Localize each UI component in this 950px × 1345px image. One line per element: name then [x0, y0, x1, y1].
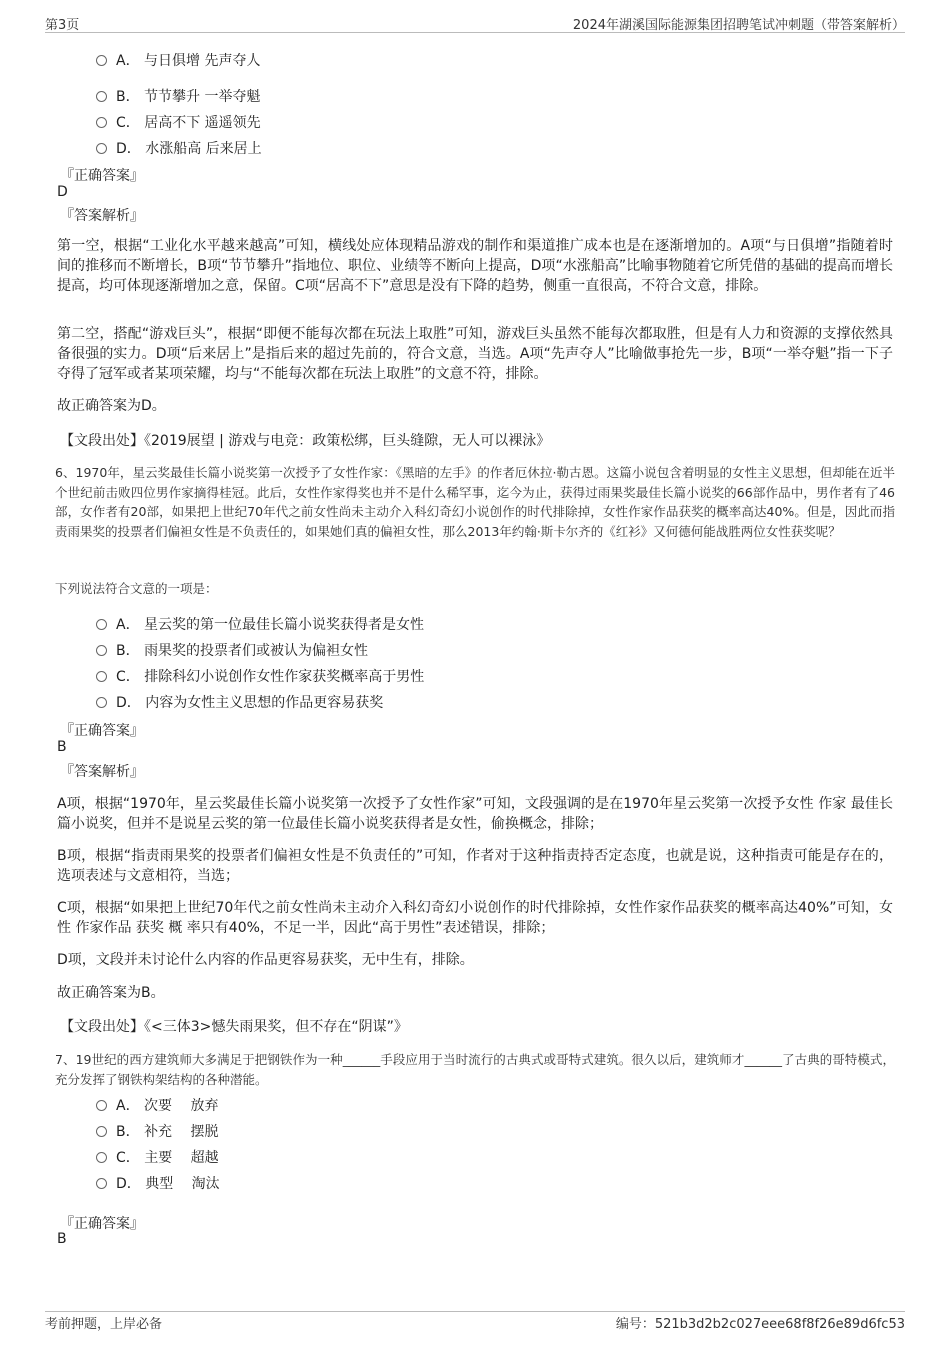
q7-option-b[interactable]: B． 补充 摆脱 — [96, 1121, 219, 1141]
footer-slogan: 考前押题，上岸必备 — [45, 1317, 163, 1332]
radio-icon[interactable] — [96, 1100, 107, 1111]
footer-divider — [45, 1311, 905, 1312]
q5-conclusion: 故正确答案为D。 — [57, 398, 166, 414]
document-title: 2024年湖溪国际能源集团招聘笔试冲刺题（带答案解析） — [572, 18, 905, 33]
q6-option-a[interactable]: A． 星云奖的第一位最佳长篇小说奖获得者是女性 — [96, 614, 424, 634]
q5-option-b[interactable]: B． 节节攀升 一举夺魁 — [96, 86, 261, 106]
header-divider — [45, 32, 905, 33]
q5-source: 【文段出处】《2019展望 | 游戏与电竞：政策松绑，巨头缝隙，无人可以裸泳》 — [60, 433, 551, 449]
q5-option-c[interactable]: C． 居高不下 遥遥领先 — [96, 112, 261, 132]
q6-option-b[interactable]: B． 雨果奖的投票者们或被认为偏袒女性 — [96, 640, 368, 660]
radio-icon[interactable] — [96, 117, 107, 128]
q6-answer: B — [57, 739, 67, 755]
q6-answer-label: 『正确答案』 — [60, 723, 144, 739]
q6-analysis-paragraph: D项，文段并未讨论什么内容的作品更容易获奖，无中生有，排除。 — [57, 952, 474, 968]
q7-answer: B — [57, 1231, 67, 1247]
q7-option-a[interactable]: A． 次要 放弃 — [96, 1095, 218, 1115]
radio-icon[interactable] — [96, 55, 107, 66]
q7-option-d[interactable]: D． 典型 淘汰 — [96, 1173, 220, 1193]
radio-icon[interactable] — [96, 1152, 107, 1163]
radio-icon[interactable] — [96, 645, 107, 656]
q7-option-c[interactable]: C． 主要 超越 — [96, 1147, 219, 1167]
q6-analysis-paragraph: A项，根据“1970年，星云奖最佳长篇小说奖第一次授予了女性作家”可知，文段强调的是在1970年星云奖第一次授予女性 作家 最佳长篇小说奖，但并不是说星云奖的第一位最佳长篇小说奖获得者是女性，偷换概念，排除； — [57, 796, 893, 832]
radio-icon[interactable] — [96, 671, 107, 682]
q7-answer-label: 『正确答案』 — [60, 1216, 144, 1232]
q6-option-d[interactable]: D． 内容为女性主义思想的作品更容易获奖 — [96, 692, 383, 712]
q5-analysis-paragraph: 第一空，根据“工业化水平越来越高”可知，横线处应体现精品游戏的制作和渠道推广成本也是在逐渐增加的。A项“与日俱增”指随着时间的推移而不断增长，B项“节节攀升”指地位、职位、业绩等不断向上提高，D项“水涨船高”比喻事物随着它所凭借的基础的提高而增长提高，均可体现逐渐增加之意，保留。C项“居高不下”意思是没有下降的趋势，侧重一直很高，不符合文意，排除。 — [57, 238, 893, 294]
q6-prompt: 下列说法符合文意的一项是： — [55, 581, 218, 596]
q5-option-d[interactable]: D． 水涨船高 后来居上 — [96, 138, 262, 158]
radio-icon[interactable] — [96, 143, 107, 154]
radio-icon[interactable] — [96, 619, 107, 630]
q6-conclusion: 故正确答案为B。 — [57, 985, 165, 1001]
radio-icon[interactable] — [96, 697, 107, 708]
radio-icon[interactable] — [96, 1178, 107, 1189]
radio-icon[interactable] — [96, 91, 107, 102]
q6-analysis-paragraph: C项，根据“如果把上世纪70年代之前女性尚未主动介入科幻奇幻小说创作的时代排除掉，女性作家作品获奖的概率高达40%”可知，女性 作家作品 获奖 概 率只有40%，不足一半，因此“高于男性”表述错误，排除； — [57, 900, 893, 936]
q6-option-c[interactable]: C． 排除科幻小说创作女性作家获奖概率高于男性 — [96, 666, 424, 686]
q6-analysis-paragraph: B项，根据“指责雨果奖的投票者们偏袒女性是不负责任的”可知，作者对于这种指责持否定态度，也就是说，这种指责可能是存在的，选项表述与文意相符，当选； — [57, 848, 893, 884]
q6-source: 【文段出处】《<三体3>憾失雨果奖，但不存在“阴谋”》 — [60, 1019, 408, 1035]
page-number: 第3页 — [45, 18, 80, 33]
page-header — [45, 14, 905, 34]
radio-icon[interactable] — [96, 1126, 107, 1137]
q5-answer-label: 『正确答案』 — [60, 168, 144, 184]
q5-answer: D — [57, 184, 68, 200]
document-code: 编号：521b3d2b2c027eee68f8f26e89d6fc53 — [615, 1317, 905, 1332]
q5-option-a[interactable]: A． 与日俱增 先声夺人 — [96, 50, 260, 70]
q6-analysis-label: 『答案解析』 — [60, 764, 144, 780]
q7-stem: 7、19世纪的西方建筑师大多满足于把钢铁作为一种______手段应用于当时流行的古典式或哥特式建筑。很久以后，建筑师才______了古典的哥特模式，充分发挥了钢铁构架结构的各种潜能。 — [55, 1052, 895, 1087]
q5-analysis-label: 『答案解析』 — [60, 208, 144, 224]
q6-stem: 6、1970年，星云奖最佳长篇小说奖第一次授予了女性作家：《黑暗的左手》的作者厄休拉·勒古恩。这篇小说包含着明显的女性主义思想，但却能在近半个世纪前击败四位男作家摘得桂冠。此后，女性作家得奖也并不是什么稀罕事，迄今为止，获得过雨果奖最佳长篇小说奖的66部作品中，男作者有了46部，女作者有20部，如果把上世纪70年代之前女性尚未主动介入科幻奇幻小说创作的时代排除掉，女性作家作品获奖的概率高达40%。但是，因此而指责雨果奖的投票者们偏袒女性是不负责任的，如果她们真的偏袒女性，那么2013年约翰·斯卡尔齐的《红衫》又何德何能战胜两位女性获奖呢？ — [55, 465, 895, 539]
q5-analysis-paragraph: 第二空，搭配“游戏巨头”，根据“即便不能每次都在玩法上取胜”可知，游戏巨头虽然不能每次都取胜，但是有人力和资源的支撑依然具备很强的实力。D项“后来居上”是指后来的超过先前的，符合文意，当选。A项“先声夺人”比喻做事抢先一步，B项“一举夺魁”指一下子夺得了冠军或者某项荣耀，均与“不能每次都在玩法上取胜”的文意不符，排除。 — [57, 326, 893, 382]
